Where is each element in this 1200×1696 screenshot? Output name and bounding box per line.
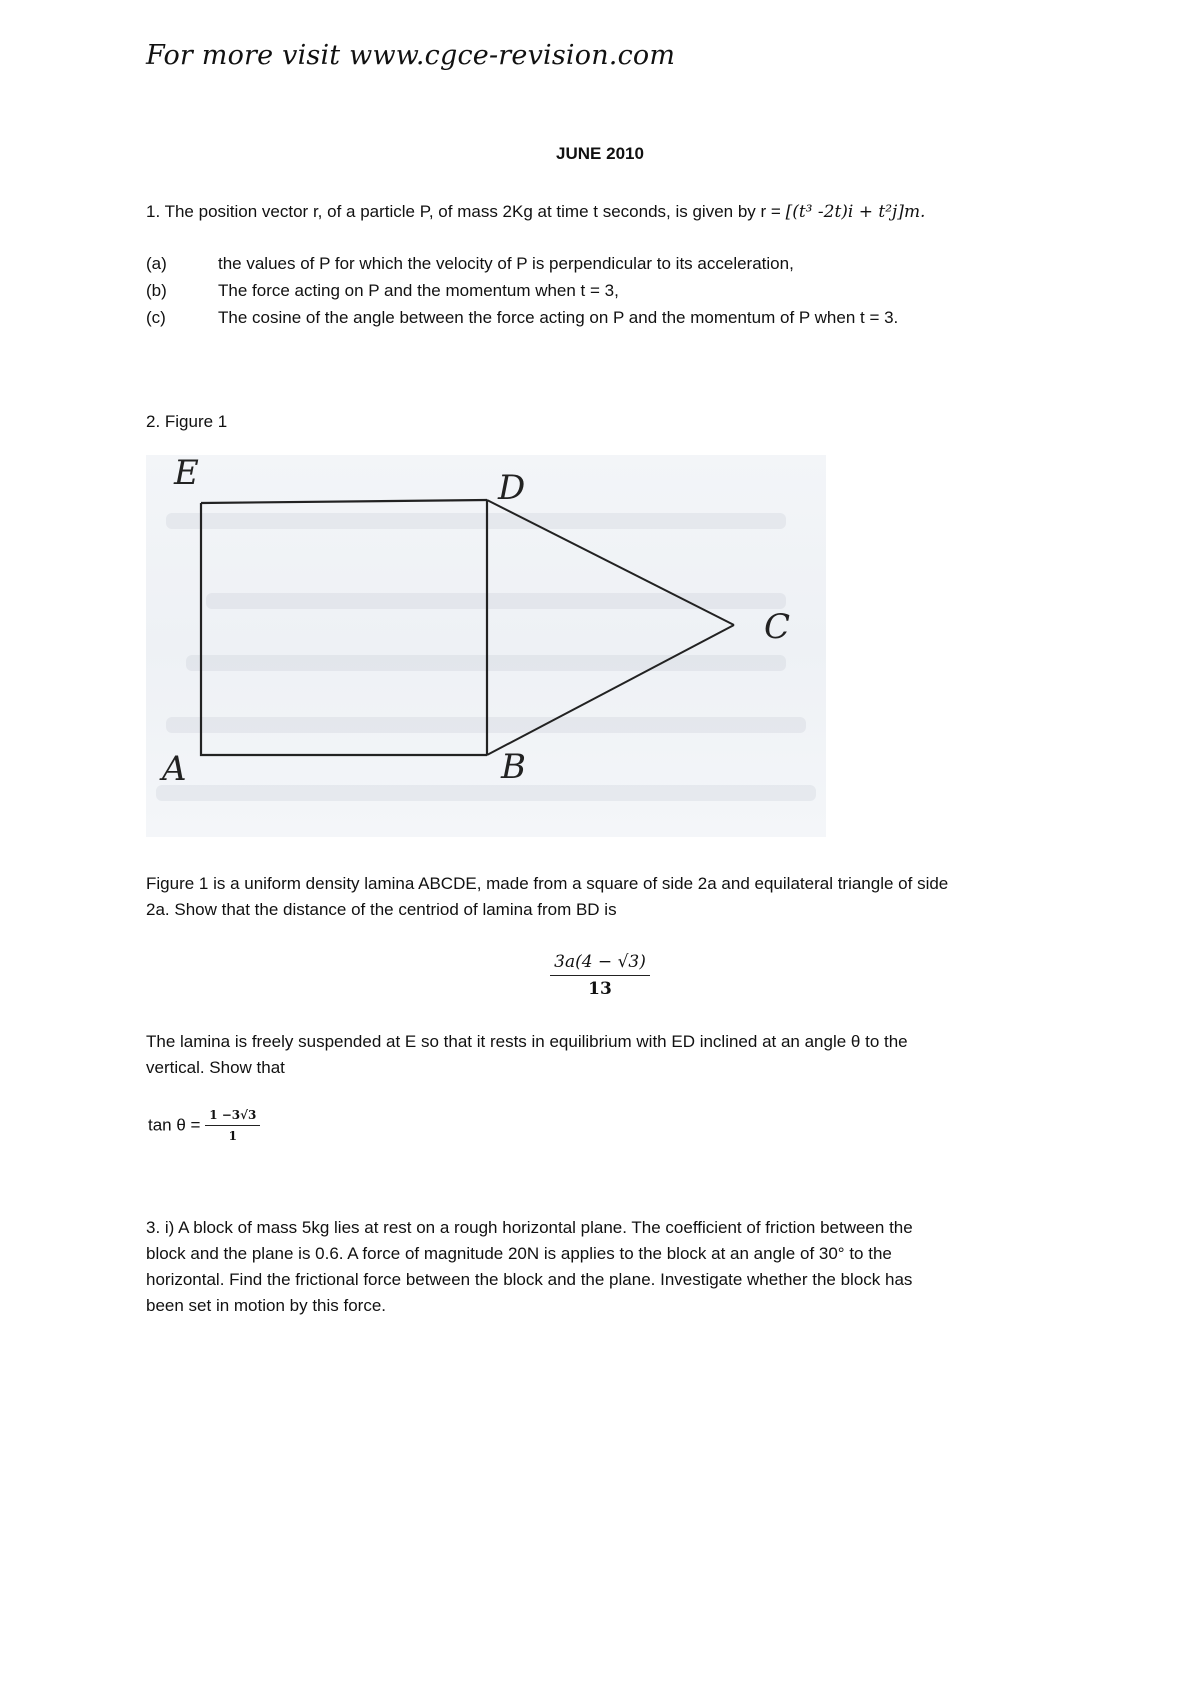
vertex-b-label: B — [501, 747, 526, 787]
q1-formula: [(t³ -2t)i + t²j]m. — [785, 202, 926, 222]
vertex-d-label: D — [498, 468, 526, 508]
vertex-e-label: E — [174, 453, 199, 493]
q3-line-3: horizontal. Find the frictional force between the block and the plane. Investigate whether the block has — [146, 1270, 913, 1289]
q1-part-a — [146, 251, 794, 277]
q1-part-b-label: (b) — [146, 281, 167, 300]
q1-intro-text: 1. The position vector r, of a particle P, of mass 2Kg at time t seconds, is given by r = — [146, 202, 781, 221]
q1-part-b-text: The force acting on P and the momentum when t = 3, — [218, 281, 619, 300]
q1-part-c-text: The cosine of the angle between the force acting on P and the momentum of P when t = 3. — [218, 308, 899, 327]
q1-part-b — [146, 278, 619, 304]
q1-part-a-text: the values of P for which the velocity of P is perpendicular to its acceleration, — [218, 254, 794, 273]
q2-paragraph-2-line-2: vertical. Show that — [146, 1058, 285, 1077]
q1-intro — [146, 199, 925, 225]
site-link-header[interactable]: For more visit www.cgce-revision.com — [146, 40, 676, 71]
q2-paragraph-2-line-1: The lamina is freely suspended at E so that it rests in equilibrium with ED inclined at an angle θ to the — [146, 1032, 908, 1051]
q2-paragraph-1-line-1: Figure 1 is a uniform density lamina ABCDE, made from a square of side 2a and equilateral triangle of side — [146, 874, 949, 893]
q3-line-1: 3. i) A block of mass 5kg lies at rest on a rough horizontal plane. The coefficient of friction between the — [146, 1218, 913, 1237]
q2-paragraph-1 — [146, 871, 948, 923]
lamina-diagram — [146, 455, 826, 837]
figure-1 — [146, 455, 826, 837]
edge-cb — [487, 625, 734, 755]
vertex-c-label: C — [764, 607, 791, 647]
q2-paragraph-1-line-2: 2a. Show that the distance of the centriod of lamina from BD is — [146, 900, 617, 919]
q2-title: 2. Figure 1 — [146, 412, 228, 431]
centroid-result-denominator: 13 — [588, 979, 612, 999]
tan-theta-denominator: 1 — [228, 1129, 237, 1143]
edge-ed — [201, 500, 487, 503]
q1-part-c-label: (c) — [146, 308, 166, 327]
centroid-result — [540, 952, 660, 999]
q3-paragraph — [146, 1215, 913, 1319]
square-aedb — [201, 503, 487, 755]
tan-theta-equation — [148, 1108, 260, 1143]
q1-part-c — [146, 305, 898, 331]
q3-line-2: block and the plane is 0.6. A force of magnitude 20N is applies to the block at an angle of 30° to the — [146, 1244, 892, 1263]
page-heading: JUNE 2010 — [556, 144, 644, 163]
q1-part-a-label: (a) — [146, 254, 167, 273]
q3-line-4: been set in motion by this force. — [146, 1296, 387, 1315]
q2-paragraph-2 — [146, 1029, 908, 1081]
tan-theta-numerator: 1 −3√3 — [205, 1108, 260, 1126]
tan-theta-lhs: tan θ = — [148, 1115, 201, 1135]
centroid-result-numerator: 3a(4 − √3) — [550, 952, 650, 976]
edge-dc — [487, 500, 734, 625]
vertex-a-label: A — [162, 749, 187, 789]
